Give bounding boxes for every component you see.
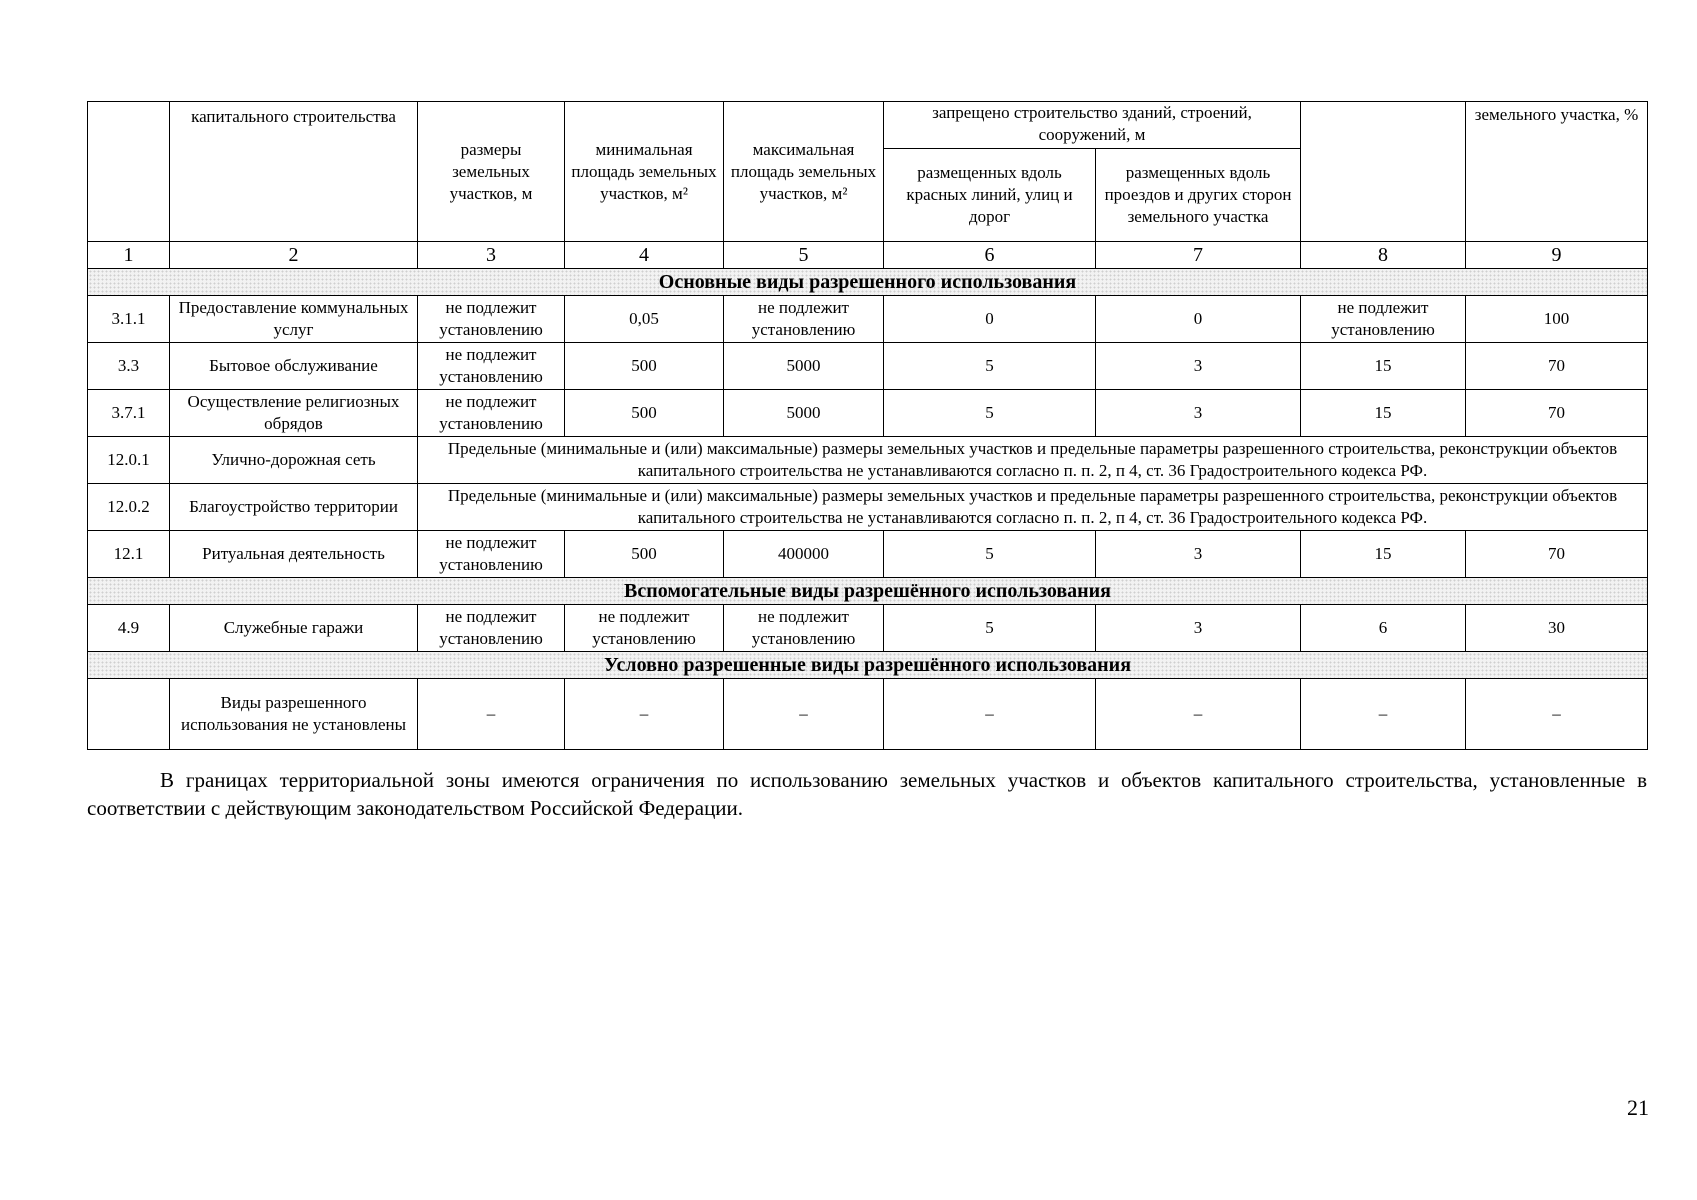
section-title: Основные виды разрешенного использования xyxy=(88,269,1648,296)
row-name: Ритуальная деятельность xyxy=(170,531,418,578)
cell-coverage: 30 xyxy=(1466,605,1648,652)
cell-coverage: 100 xyxy=(1466,296,1648,343)
cell-max-area: 400000 xyxy=(724,531,884,578)
col-number: 8 xyxy=(1301,242,1466,269)
cell-plot-size: не подлежит установлению xyxy=(418,343,565,390)
cell-plot-size: не подлежит установлению xyxy=(418,390,565,437)
cell-setback-other: 0 xyxy=(1096,296,1301,343)
cell-col8: не подлежит установлению xyxy=(1301,296,1466,343)
row-code: 3.7.1 xyxy=(88,390,170,437)
cell-min-area: – xyxy=(565,679,724,750)
cell-max-area: 5000 xyxy=(724,390,884,437)
page-number: 21 xyxy=(1627,1095,1649,1120)
header-col2: капитального строительства xyxy=(170,102,418,242)
cell-min-area: 0,05 xyxy=(565,296,724,343)
header-col3: размеры земельных участков, м xyxy=(418,102,565,242)
cell-setback-other: 3 xyxy=(1096,605,1301,652)
cell-col8: 15 xyxy=(1301,343,1466,390)
col-number: 9 xyxy=(1466,242,1648,269)
cell-coverage: 70 xyxy=(1466,390,1648,437)
section-title: Условно разрешенные виды разрешённого использования xyxy=(88,652,1648,679)
cell-max-area: – xyxy=(724,679,884,750)
cell-plot-size: не подлежит установлению xyxy=(418,296,565,343)
cell-max-area: не подлежит установлению xyxy=(724,605,884,652)
table-row xyxy=(88,343,1648,390)
header-col1 xyxy=(88,102,170,242)
row-name: Улично-дорожная сеть xyxy=(170,437,418,484)
cell-setback-other: 3 xyxy=(1096,343,1301,390)
header-col8 xyxy=(1301,102,1466,242)
cell-setback-red-lines: 0 xyxy=(884,296,1096,343)
cell-min-area: 500 xyxy=(565,390,724,437)
section-header-auxiliary xyxy=(88,578,1648,605)
cell-setback-red-lines: 5 xyxy=(884,605,1096,652)
header-col6: размещенных вдоль красных линий, улиц и дорог xyxy=(884,149,1096,242)
row-name: Бытовое обслуживание xyxy=(170,343,418,390)
cell-col8: – xyxy=(1301,679,1466,750)
zoning-parameters-table xyxy=(87,101,1648,750)
cell-col8: 15 xyxy=(1301,531,1466,578)
cell-setback-other: 3 xyxy=(1096,390,1301,437)
col-number: 5 xyxy=(724,242,884,269)
footnote-paragraph: В границах территориальной зоны имеются ограничения по использованию земельных участков и объектов капитального строительства, установленные в соответствии с действующим законодательством Российской Федерации. xyxy=(87,768,1647,820)
cell-plot-size: не подлежит установлению xyxy=(418,605,565,652)
col-number: 2 xyxy=(170,242,418,269)
row-code xyxy=(88,679,170,750)
table-header-row xyxy=(88,102,1648,149)
cell-min-area: 500 xyxy=(565,343,724,390)
header-col9: земельного участка, % xyxy=(1466,102,1648,242)
row-code: 3.1.1 xyxy=(88,296,170,343)
cell-setback-red-lines: 5 xyxy=(884,390,1096,437)
row-code: 3.3 xyxy=(88,343,170,390)
section-title: Вспомогательные виды разрешённого использования xyxy=(88,578,1648,605)
row-name: Благоустройство территории xyxy=(170,484,418,531)
column-numbers-row xyxy=(88,242,1648,269)
col-number: 6 xyxy=(884,242,1096,269)
cell-coverage: – xyxy=(1466,679,1648,750)
table-row xyxy=(88,531,1648,578)
row-code: 12.0.1 xyxy=(88,437,170,484)
header-col5: максимальная площадь земельных участков, м² xyxy=(724,102,884,242)
header-col4: минимальная площадь земельных участков, м² xyxy=(565,102,724,242)
table-row xyxy=(88,679,1648,750)
cell-coverage: 70 xyxy=(1466,343,1648,390)
header-col67-group: запрещено строительство зданий, строений, сооружений, м xyxy=(884,102,1301,149)
col-number: 7 xyxy=(1096,242,1301,269)
cell-col8: 6 xyxy=(1301,605,1466,652)
table-row xyxy=(88,390,1648,437)
row-code: 12.0.2 xyxy=(88,484,170,531)
col-number: 3 xyxy=(418,242,565,269)
cell-setback-other: – xyxy=(1096,679,1301,750)
row-name: Предоставление коммунальных услуг xyxy=(170,296,418,343)
row-code: 4.9 xyxy=(88,605,170,652)
col-number: 1 xyxy=(88,242,170,269)
row-code: 12.1 xyxy=(88,531,170,578)
cell-setback-red-lines: 5 xyxy=(884,531,1096,578)
cell-coverage: 70 xyxy=(1466,531,1648,578)
table-row xyxy=(88,296,1648,343)
cell-min-area: не подлежит установлению xyxy=(565,605,724,652)
header-col7: размещенных вдоль проездов и других сторон земельного участка xyxy=(1096,149,1301,242)
table-row xyxy=(88,484,1648,531)
row-name: Виды разрешенного использования не установлены xyxy=(170,679,418,750)
cell-plot-size: – xyxy=(418,679,565,750)
cell-merged-note: Предельные (минимальные и (или) максимальные) размеры земельных участков и предельные параметры разрешенного строительства, реконструкции объектов капитального строительства не устанавливаются согласно п. п. 2, п 4, ст. 36 Градостроительного кодекса РФ. xyxy=(418,484,1648,531)
cell-merged-note: Предельные (минимальные и (или) максимальные) размеры земельных участков и предельные параметры разрешенного строительства, реконструкции объектов капитального строительства не устанавливаются согласно п. п. 2, п 4, ст. 36 Градостроительного кодекса РФ. xyxy=(418,437,1648,484)
table-row xyxy=(88,437,1648,484)
cell-max-area: не подлежит установлению xyxy=(724,296,884,343)
cell-max-area: 5000 xyxy=(724,343,884,390)
section-header-main xyxy=(88,269,1648,296)
table-row xyxy=(88,605,1648,652)
cell-setback-other: 3 xyxy=(1096,531,1301,578)
cell-setback-red-lines: 5 xyxy=(884,343,1096,390)
cell-setback-red-lines: – xyxy=(884,679,1096,750)
col-number: 4 xyxy=(565,242,724,269)
cell-min-area: 500 xyxy=(565,531,724,578)
cell-col8: 15 xyxy=(1301,390,1466,437)
section-header-conditional xyxy=(88,652,1648,679)
cell-plot-size: не подлежит установлению xyxy=(418,531,565,578)
row-name: Служебные гаражи xyxy=(170,605,418,652)
row-name: Осуществление религиозных обрядов xyxy=(170,390,418,437)
